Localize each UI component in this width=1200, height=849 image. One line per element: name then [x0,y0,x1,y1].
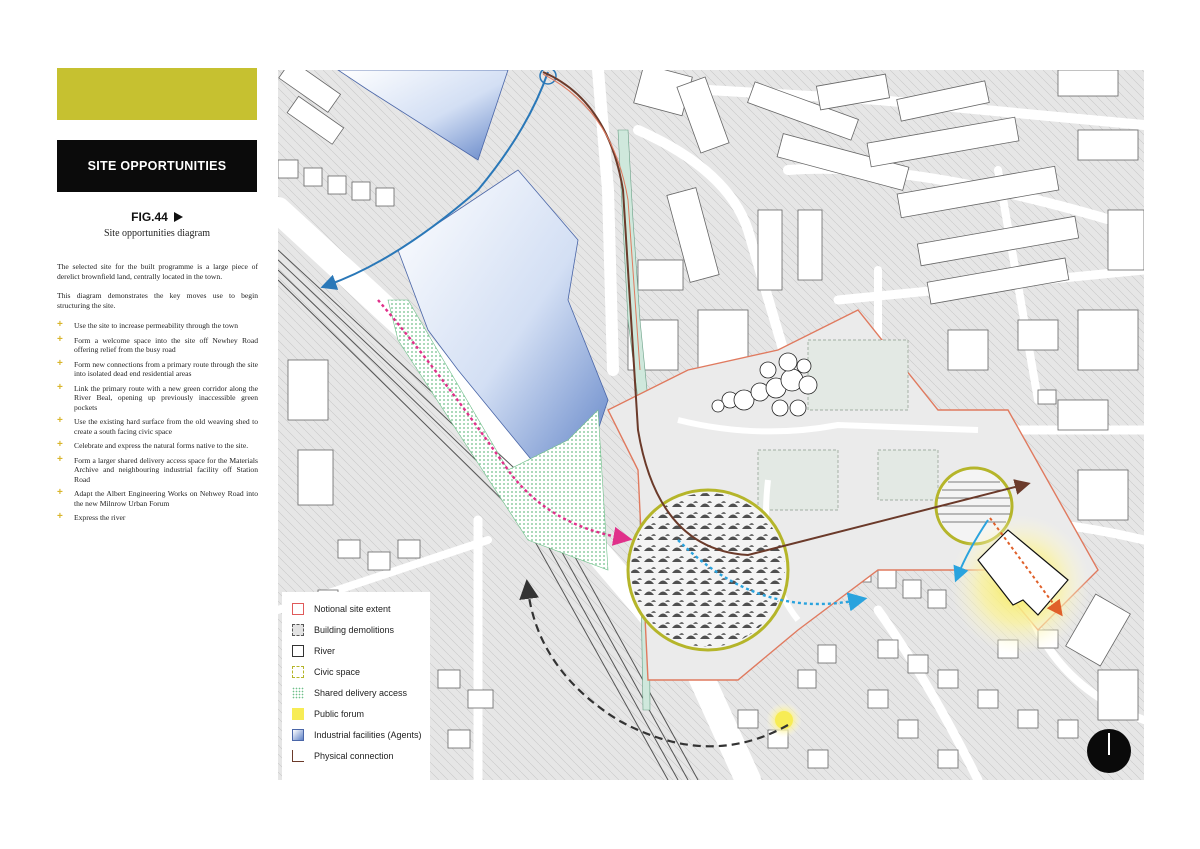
intro-paragraph-1: The selected site for the built programme is a large piece of derelict brownfield land, centrally located in the town. [57,262,258,281]
figure-subtitle: Site opportunities diagram [103,228,211,239]
plus-bullet-icon: + [57,487,63,498]
section-title: SITE OPPORTUNITIES [57,140,257,192]
list-item: + Use the site to increase permeability through the town [57,319,239,330]
legend-item: River [292,643,335,659]
play-triangle-icon [174,212,183,222]
north-arrow-icon [1087,729,1131,773]
list-item: + Form a larger shared delivery access space for the Materials Archive and neighbouring industrial facility off Station Road [57,453,258,484]
delivery-swatch-icon [292,687,304,699]
outline-swatch-icon [292,603,304,615]
plus-bullet-icon: + [57,439,63,450]
river-swatch-icon [292,645,304,657]
legend-item: Shared delivery access [292,685,407,701]
legend-item: Civic space [292,664,360,680]
legend-item: Notional site extent [292,601,391,617]
list-item: + Form a welcome space into the site off Newhey Road offering relief from the busy road [57,333,258,354]
list-item: + Adapt the Albert Engineering Works on Nehwey Road into the new Milnrow Urban Forum [57,487,258,508]
forum-swatch-icon [292,708,304,720]
plus-bullet-icon: + [57,381,63,393]
intro-paragraph-2: This diagram demonstrates the key moves use to begin structuring the site. [57,291,258,310]
legend-item: Public forum [292,706,364,722]
legend-item: Building demolitions [292,622,394,638]
plus-bullet-icon: + [57,415,63,426]
list-item: + Use the existing hard surface from the old weaving shed to create a south facing civic space [57,415,258,436]
accent-bar [57,68,257,120]
arrow-swatch-icon [292,750,304,762]
legend-item: Physical connection [292,748,394,764]
civic-swatch-icon [292,666,304,678]
industrial-swatch-icon [292,729,304,741]
legend-item: Industrial facilities (Agents) [292,727,422,743]
plus-bullet-icon: + [57,511,63,522]
list-item: + Form new connections from a primary route through the site into isolated dead end residential areas [57,357,258,378]
list-item: + Link the primary route with a new green corridor along the River Beal, opening up previously inaccessible green pockets [57,381,258,412]
opportunity-list [57,321,258,528]
list-item: + Celebrate and express the natural forms native to the site. [57,439,249,450]
map-legend [282,592,430,780]
plus-bullet-icon: + [57,319,63,330]
plus-bullet-icon: + [57,453,63,465]
plus-bullet-icon: + [57,357,63,369]
list-item: + Express the river [57,511,126,522]
plus-bullet-icon: + [57,333,63,345]
figure-number: FIG.44 [131,210,168,224]
dashed-swatch-icon [292,624,304,636]
figure-label [57,210,257,224]
